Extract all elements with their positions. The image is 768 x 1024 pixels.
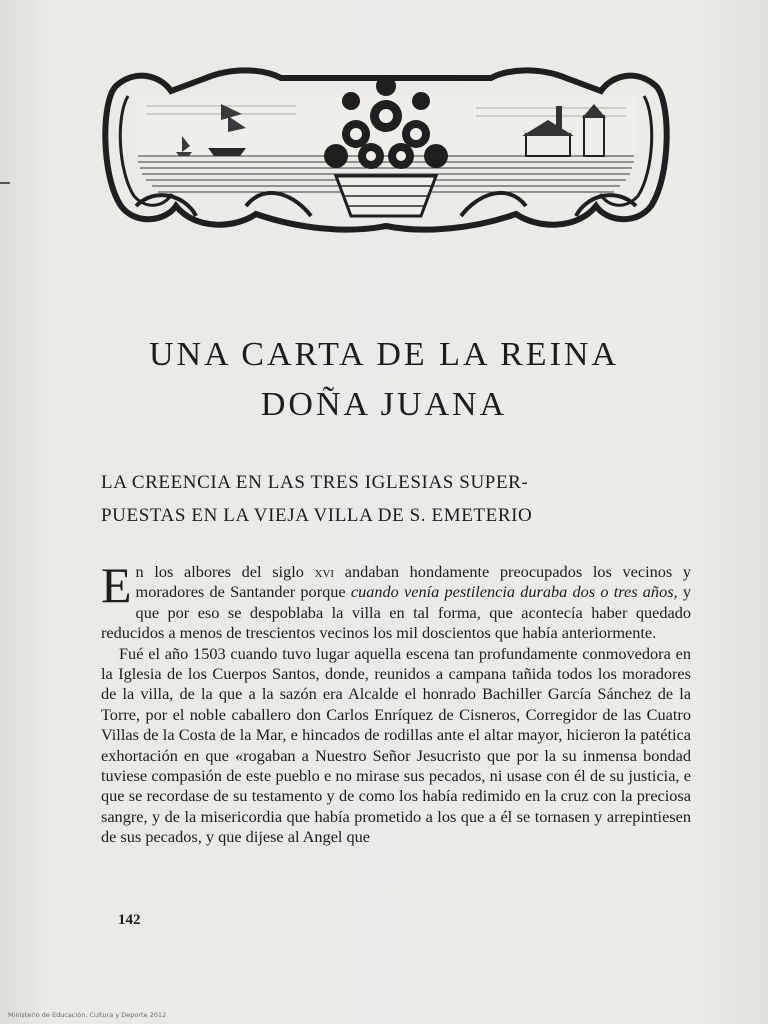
drop-cap: E (101, 557, 132, 613)
page-number: 142 (118, 912, 141, 928)
paragraph-2: Fué el año 1503 cuando tuvo lugar aquella escena tan profundamente conmovedora en la Iglesia de los Cuerpos Santos, donde, reunidos a campana tañida todos los moradores de la villa, de la que a la sazón era Alcalde el honrado Bachiller García Sánchez de la Torre, por el noble caballero don Carlos Enríquez de Cisneros, Corregidor de las Cuatro Villas de la Costa de la Mar, e hincados de rodillas ante el altar mayor, hicieron la patética exhortación en que «rogaban a Nuestro Señor Jesucristo que por la su inmensa bondad tuviese compasión de este pueblo e no mirase sus pecados, ni usase con él de su justicia, e que se recordase de su testamento y de como los había redimido en la cruz con la preciosa sangre, y de la misericordia que había prometido a los que a él se tornasen y arrepintiesen de sus pecados, y que dijese al Angel que (101, 643, 691, 847)
article-body (101, 557, 692, 848)
subtitle-line-2: PUESTAS EN LA VIEJA VILLA DE S. EMETERIO (101, 505, 533, 526)
article-title (60, 330, 708, 430)
footer-credit: Ministerio de Educación, Cultura y Deporte 2012 (8, 1011, 167, 1019)
paragraph-1-italic: cuando venía pestilencia duraba dos o tres años, (350, 582, 678, 602)
title-line-2: DOÑA JUANA (260, 386, 508, 423)
paragraph-1-part-a: n los albores del siglo (135, 562, 315, 581)
scan-edge-mark (0, 182, 10, 184)
paragraph-1-part-b: andaban hondamente preocupados los vecinos y moradores de Santander porque (135, 562, 692, 602)
article-subtitle (101, 466, 661, 532)
title-line-1: UNA CARTA DE LA REINA (148, 336, 620, 373)
paragraph-1-part-c: y que por eso se despoblaba la villa en tal forma, que acontecía haber quedado reducidos a menos de trescientos vecinos los mil doscientos que había anteriormente. (101, 582, 691, 643)
subtitle-line-1: LA CREENCIA EN LAS TRES IGLESIAS SUPER- (101, 472, 529, 493)
ornament-illustration (96, 56, 676, 234)
century-numeral: xvi (314, 562, 335, 581)
paragraph-1 (101, 557, 692, 644)
